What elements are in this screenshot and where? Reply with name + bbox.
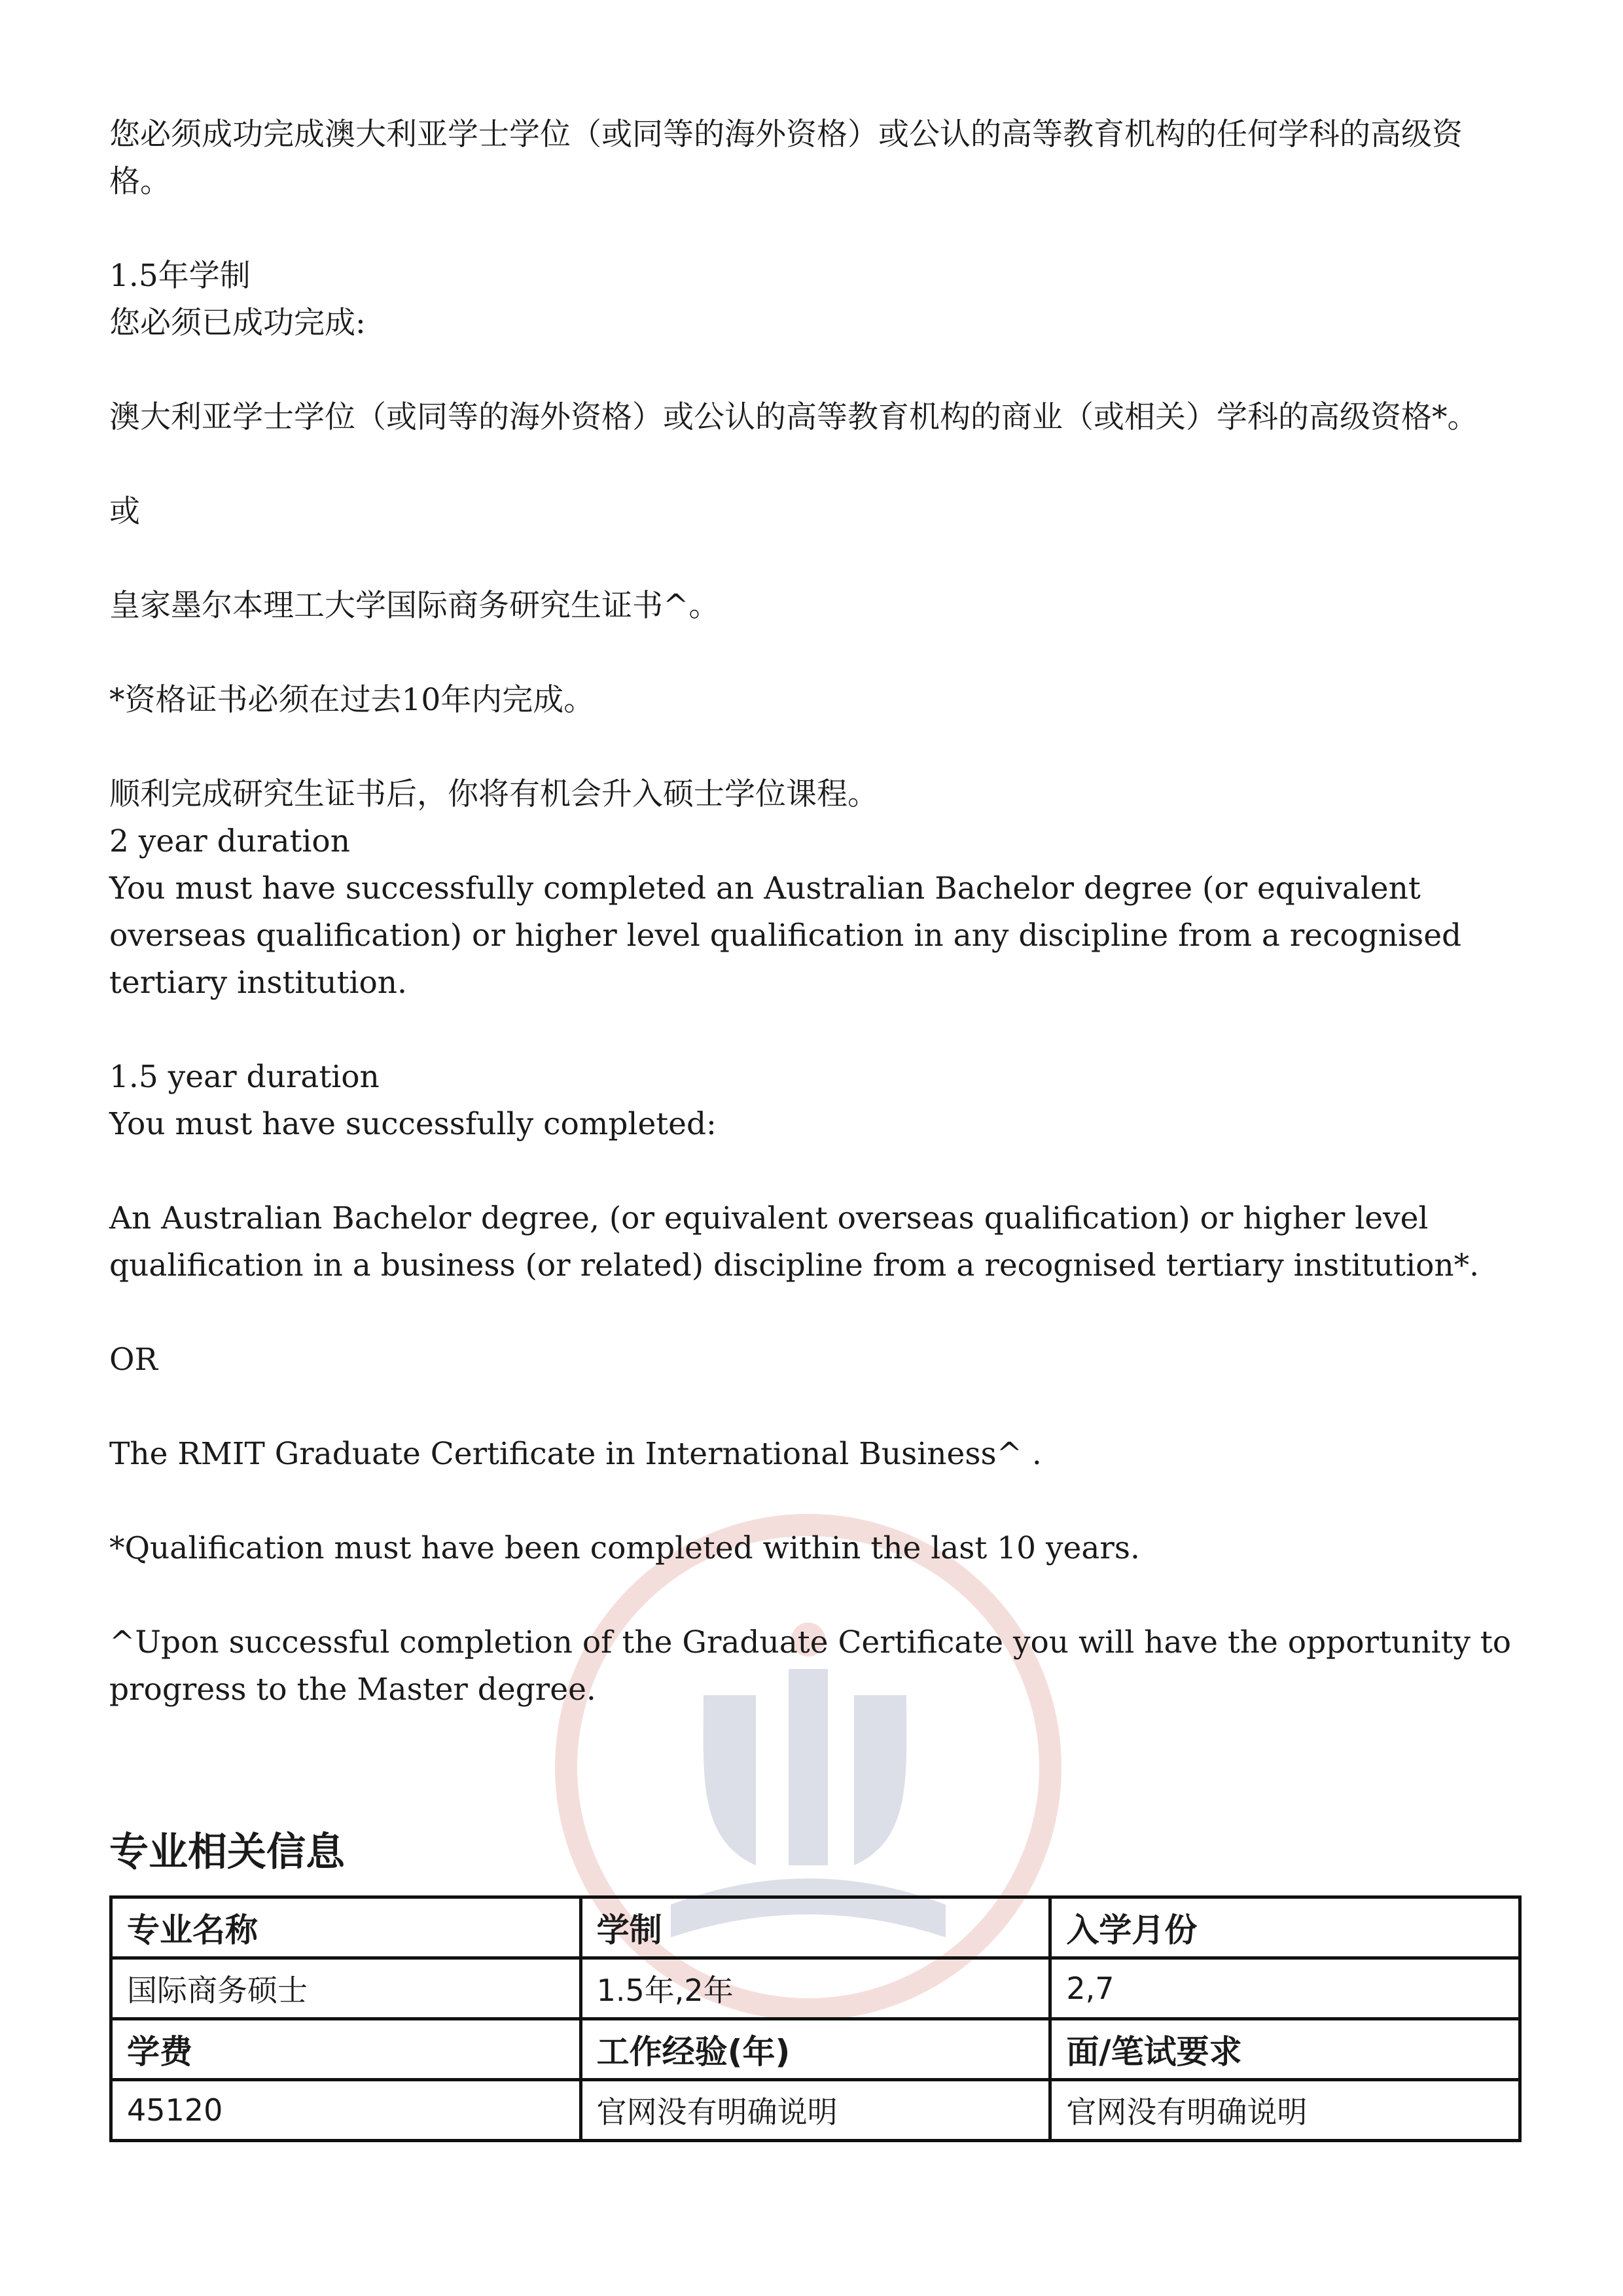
table-cell: 45120: [111, 2080, 581, 2141]
table-cell: 2,7: [1050, 1958, 1520, 2019]
en-progress-paragraph: ^Upon successful completion of the Graduate Certificate you will have the opportunity to progress to the Master degree.: [109, 1624, 1521, 1708]
en-duration-2-heading: 2 year duration: [109, 823, 350, 859]
program-info-table: [109, 1895, 1522, 2142]
document-body: [109, 111, 1523, 1713]
en-duration-15-heading: 1.5 year duration: [109, 1059, 380, 1095]
table-row: [111, 2080, 1520, 2141]
table-header-cell: 学制: [580, 1897, 1050, 1958]
cn-rmit-cert-paragraph: 皇家墨尔本理工大学国际商务研究生证书^。: [109, 588, 720, 624]
en-bachelor-business-paragraph: An Australian Bachelor degree, (or equivalent overseas qualification) or higher level qualification in a business (or related) discipline from a recognised tertiary institution*.: [109, 1200, 1480, 1283]
table-header-cell: 入学月份: [1050, 1897, 1520, 1958]
table-header-cell: 学费: [111, 2019, 581, 2080]
cn-duration-15-heading: 1.5年学制: [109, 258, 251, 294]
table-cell: 1.5年,2年: [580, 1958, 1050, 2019]
cn-intro-paragraph: 您必须成功完成澳大利亚学士学位（或同等的海外资格）或公认的高等教育机构的任何学科的高级资格。: [109, 117, 1463, 200]
cn-must-completed-text: 您必须已成功完成:: [109, 305, 366, 341]
en-or-text: OR: [109, 1342, 158, 1378]
table-cell: 官网没有明确说明: [580, 2080, 1050, 2141]
cn-progress-paragraph: 顺利完成研究生证书后，你将有机会升入硕士学位课程。: [109, 776, 878, 812]
en-intro-paragraph: You must have successfully completed an Australian Bachelor degree (or equivalent overseas qualification) or higher level qualification in any discipline from a recognised tertiary institution.: [109, 870, 1472, 1001]
table-cell: 官网没有明确说明: [1050, 2080, 1520, 2141]
table-row: [111, 1897, 1520, 1958]
table-row: [111, 1958, 1520, 2019]
table-header-cell: 专业名称: [111, 1897, 581, 1958]
program-info-title: 专业相关信息: [109, 1829, 345, 1875]
en-must-completed-text: You must have successfully completed:: [109, 1106, 717, 1142]
cn-note-10y-text: *资格证书必须在过去10年内完成。: [109, 682, 595, 718]
table-header-cell: 工作经验(年): [580, 2019, 1050, 2080]
table-cell: 国际商务硕士: [111, 1958, 581, 2019]
cn-or-text: 或: [109, 493, 140, 529]
table-header-cell: 面/笔试要求: [1050, 2019, 1520, 2080]
cn-bachelor-business-paragraph: 澳大利亚学士学位（或同等的海外资格）或公认的高等教育机构的商业（或相关）学科的高级资格*。: [109, 399, 1478, 435]
en-rmit-cert-paragraph: The RMIT Graduate Certificate in International Business^ .: [109, 1436, 1042, 1472]
table-row: [111, 2019, 1520, 2080]
en-note-10y-text: *Qualification must have been completed within the last 10 years.: [109, 1530, 1140, 1566]
